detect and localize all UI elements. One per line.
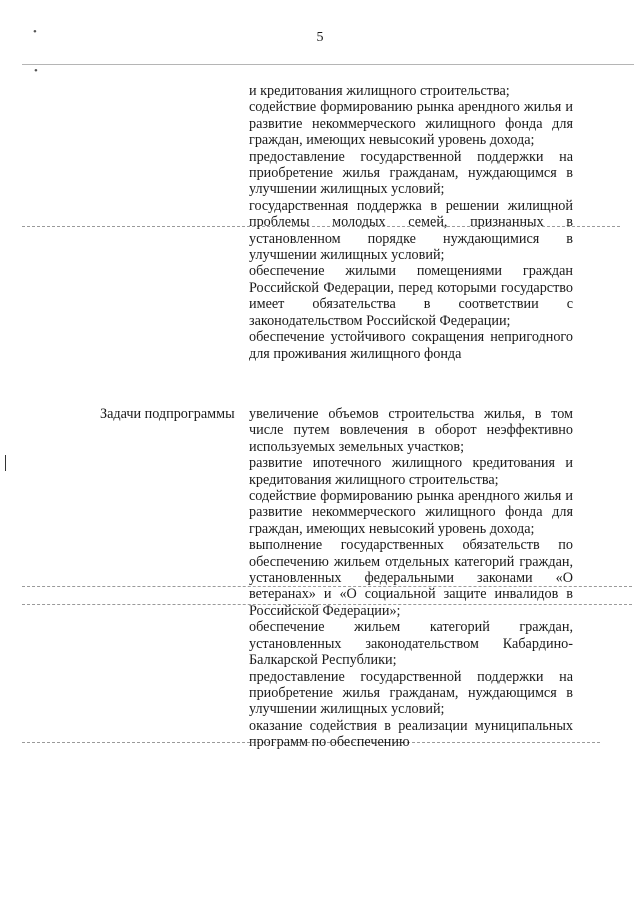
- paragraph: государственная поддержка в решении жилищной проблемы молодых семей, признанных в установленном порядке нуждающимися в улучшении жилищных условий;: [249, 197, 573, 264]
- paragraph: обеспечение жилыми помещениями граждан Российской Федерации, перед которыми государство имеет обязательства в соответствии с законодательством Российской Федерации;: [249, 263, 573, 329]
- paragraph: увеличение объемов строительства жилья, в том числе путем вовлечения в оборот неэффективно используемых земельных участков;: [249, 406, 573, 455]
- page-number: 5: [316, 30, 324, 45]
- paragraph: содействие формированию рынка арендного жилья и развитие некоммерческого жилищного фонда для граждан, имеющих невысокий уровень дохода;: [249, 488, 573, 537]
- paragraph: оказание содействия в реализации муниципальных программ по обеспечению: [249, 717, 573, 751]
- paragraph: и кредитования жилищного строительства;: [249, 83, 510, 99]
- scan-line: [22, 64, 634, 65]
- scan-mark: [5, 455, 6, 471]
- paragraph: выполнение государственных обязательств по обеспечению жильем отдельных категорий граждан, установленных федеральными законами «О ветеранах» и «О социальной защите инвалидов в Российской Федерации»;: [249, 537, 573, 619]
- paragraph: предоставление государственной поддержки на приобретение жилья гражданам, нуждающимся в улучшении жилищных условий;: [249, 668, 573, 718]
- scan-mark: •: [33, 26, 37, 38]
- paragraph: обеспечение жильем категорий граждан, установленных законодательством Кабардино-Балкарской Республики;: [249, 619, 573, 669]
- paragraph: развитие ипотечного жилищного кредитования и кредитования жилищного строительства;: [249, 455, 573, 488]
- paragraph: обеспечение устойчивого сокращения непригодного для проживания жилищного фонда: [249, 329, 573, 362]
- paragraph: предоставление государственной поддержки на приобретение жилья гражданам, нуждающимся в улучшении жилищных условий;: [249, 148, 573, 198]
- paragraph: содействие формированию рынка арендного жилья и развитие некоммерческого жилищного фонда для граждан, имеющих невысокий уровень дохода;: [249, 99, 573, 149]
- continued-block: [249, 83, 573, 362]
- scan-mark: •: [34, 65, 38, 77]
- tasks-block: [249, 406, 573, 751]
- tasks-label: Задачи подпрограммы: [100, 406, 235, 422]
